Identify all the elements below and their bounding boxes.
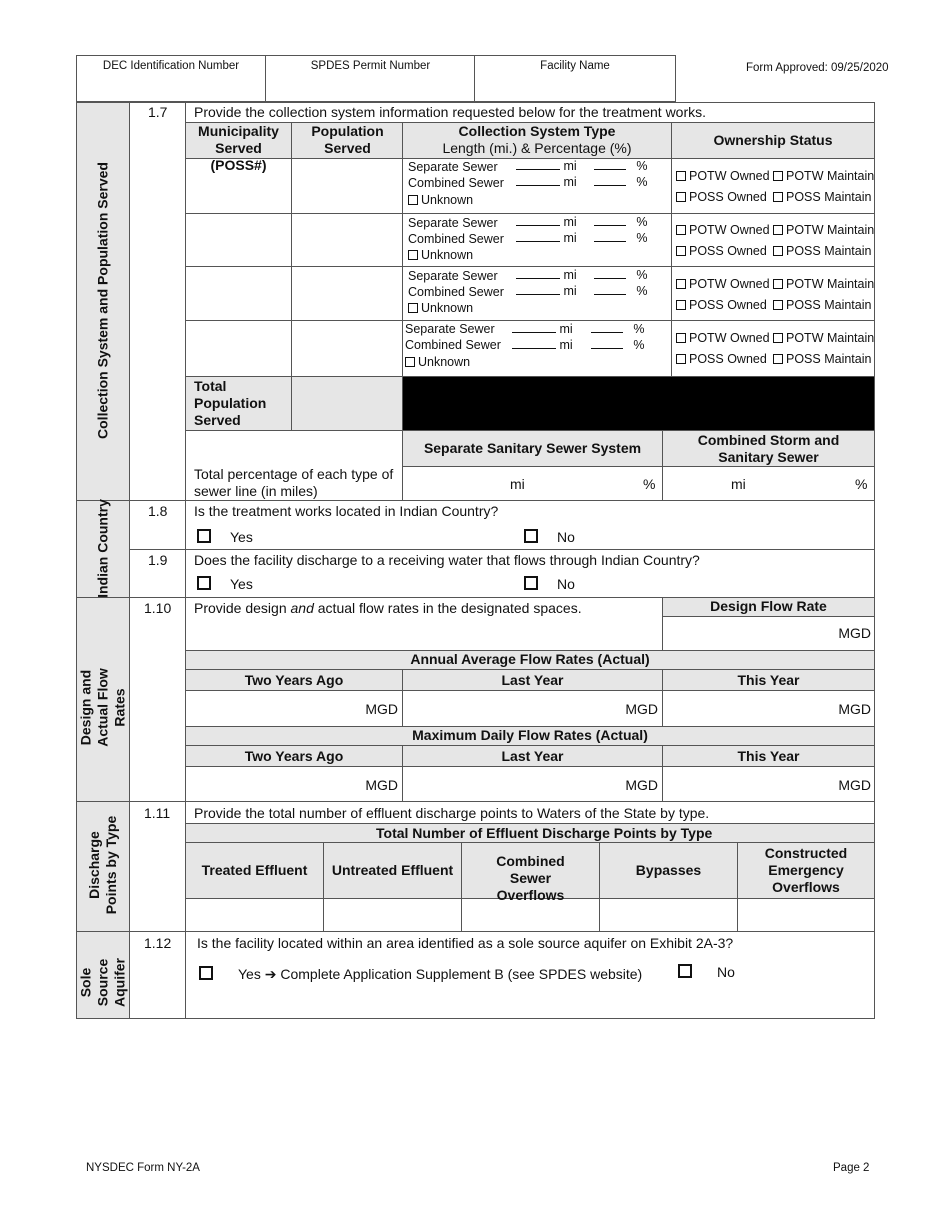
q112-number: 1.12 — [144, 935, 172, 951]
unknown-option[interactable]: Unknown — [405, 355, 470, 370]
checkbox-icon[interactable] — [676, 354, 686, 364]
combined-pct-field[interactable]: % — [591, 338, 645, 353]
annual-this-year-field[interactable]: MGD — [838, 701, 871, 717]
separate-pct-field[interactable]: % — [594, 268, 648, 283]
annual-two-years-field[interactable]: MGD — [365, 701, 398, 717]
combined-sewer-label: Combined Sewer — [408, 285, 504, 299]
q18-text: Is the treatment works located in Indian Country? — [194, 503, 499, 519]
bypasses-field[interactable] — [600, 899, 736, 930]
muni-field-3[interactable] — [186, 267, 290, 319]
max-this-year-header: This Year — [737, 748, 800, 764]
section-collection-label: Collection System and Population Served — [94, 162, 111, 439]
checkbox-icon[interactable] — [773, 225, 783, 235]
potw-owned-option[interactable]: POTW Owned — [676, 277, 770, 292]
max-this-year-field[interactable]: MGD — [838, 777, 871, 793]
checkbox-icon[interactable] — [676, 333, 686, 343]
bypasses-header: Bypasses — [635, 862, 702, 878]
cso-header: Combined Sewer Overflows — [496, 853, 565, 903]
q19-text: Does the facility discharge to a receiving water that flows through Indian Country? — [194, 552, 700, 568]
col-type-subtitle: Length (mi.) & Percentage (%) — [442, 140, 632, 156]
max-last-year-field[interactable]: MGD — [625, 777, 658, 793]
checkbox-icon[interactable] — [773, 246, 783, 256]
combined-sewer-label: Combined Sewer — [408, 176, 504, 190]
separate-mi-field[interactable]: mi — [516, 268, 577, 283]
unknown-option[interactable]: Unknown — [408, 301, 473, 316]
combined-pct-field[interactable]: % — [594, 175, 648, 190]
combined-mi-field[interactable]: mi — [516, 284, 577, 299]
max-two-years-field[interactable]: MGD — [365, 777, 398, 793]
poss-owned-option[interactable]: POSS Owned — [676, 244, 767, 259]
discharge-total-header: Total Number of Effluent Discharge Points by Type — [376, 825, 713, 841]
q19-no-checkbox[interactable] — [524, 576, 538, 590]
total-population-field[interactable] — [292, 377, 401, 429]
checkbox-icon[interactable] — [408, 250, 418, 260]
facility-name-field[interactable] — [475, 72, 675, 100]
checkbox-icon[interactable] — [773, 333, 783, 343]
poss-owned-option[interactable]: POSS Owned — [676, 190, 767, 205]
checkbox-icon[interactable] — [773, 171, 783, 181]
separate-pct-field[interactable]: % — [594, 215, 648, 230]
cso-field[interactable] — [462, 899, 598, 930]
checkbox-icon[interactable] — [773, 354, 783, 364]
unknown-option[interactable]: Unknown — [408, 193, 473, 208]
unknown-option[interactable]: Unknown — [408, 248, 473, 263]
separate-sewer-label: Separate Sewer — [405, 322, 495, 336]
col-type-title: Collection System Type — [458, 123, 616, 139]
annual-this-year-header: This Year — [737, 672, 800, 688]
col-municipality: Municipality Served (POSS#) — [198, 123, 279, 173]
separate-pct-field[interactable]: % — [594, 159, 648, 174]
max-daily-header: Maximum Daily Flow Rates (Actual) — [412, 727, 648, 743]
section-indian-label: Indian Country — [94, 499, 111, 598]
separate-mi-field[interactable]: mi — [512, 322, 573, 337]
muni-field-2[interactable] — [186, 214, 290, 265]
pop-field-4[interactable] — [292, 321, 401, 375]
combined-pct-field[interactable]: % — [594, 231, 648, 246]
combined-sewer-label: Combined Sewer — [405, 338, 501, 352]
poss-owned-option[interactable]: POSS Owned — [676, 352, 767, 367]
checkbox-icon[interactable] — [676, 246, 686, 256]
checkbox-icon[interactable] — [773, 300, 783, 310]
potw-maintain-option[interactable]: POTW Maintain — [773, 169, 874, 184]
untreated-effluent-field[interactable] — [324, 899, 460, 930]
design-flow-field[interactable]: MGD — [838, 625, 871, 641]
poss-maintain-option[interactable]: POSS Maintain — [773, 298, 871, 313]
checkbox-icon[interactable] — [676, 300, 686, 310]
muni-field-1[interactable] — [186, 159, 290, 212]
spdes-permit-field[interactable] — [266, 72, 473, 100]
potw-maintain-option[interactable]: POTW Maintain — [773, 277, 874, 292]
muni-field-4[interactable] — [186, 321, 290, 375]
poss-maintain-option[interactable]: POSS Maintain — [773, 190, 871, 205]
col-population: Population Served — [311, 123, 384, 156]
footer-form-id: NYSDEC Form NY-2A — [86, 1162, 200, 1174]
design-flow-header: Design Flow Rate — [710, 598, 827, 614]
checkbox-icon[interactable] — [773, 192, 783, 202]
dec-id-field[interactable] — [77, 72, 264, 100]
combined-total-mi[interactable]: mi — [731, 476, 746, 492]
checkbox-icon[interactable] — [408, 303, 418, 313]
checkbox-icon[interactable] — [676, 192, 686, 202]
combined-pct-field[interactable]: % — [594, 284, 648, 299]
potw-owned-option[interactable]: POTW Owned — [676, 223, 770, 238]
annual-last-year-field[interactable]: MGD — [625, 701, 658, 717]
arrow-right-icon: ➔ — [264, 966, 277, 982]
separate-mi-field[interactable]: mi — [516, 215, 577, 230]
total-population-label: Total Population Served — [194, 378, 267, 428]
annual-last-year-header: Last Year — [501, 672, 564, 688]
potw-owned-option[interactable]: POTW Owned — [676, 169, 770, 184]
treated-effluent-header: Treated Effluent — [201, 862, 308, 878]
dec-id-label: DEC Identification Number — [102, 60, 240, 72]
q112-yes-checkbox[interactable] — [199, 966, 213, 980]
combined-mi-field[interactable]: mi — [512, 338, 573, 353]
q19-yes-label: Yes — [230, 576, 253, 592]
facility-name-label: Facility Name — [540, 60, 610, 72]
combined-mi-field[interactable]: mi — [516, 231, 577, 246]
potw-maintain-option[interactable]: POTW Maintain — [773, 223, 874, 238]
separate-total-mi[interactable]: mi — [510, 476, 525, 492]
q18-yes-checkbox[interactable] — [197, 529, 211, 543]
q18-yes-label: Yes — [230, 529, 253, 545]
combined-total-pct[interactable]: % — [855, 476, 868, 492]
max-two-years-header: Two Years Ago — [244, 748, 344, 764]
checkbox-icon[interactable] — [676, 171, 686, 181]
q111-number: 1.11 — [144, 805, 171, 821]
untreated-effluent-header: Untreated Effluent — [331, 862, 454, 878]
q112-text: Is the facility located within an area identified as a sole source aquifer on Exhibit 2A-3? — [197, 935, 734, 951]
q19-number: 1.9 — [148, 552, 168, 568]
poss-maintain-option[interactable]: POSS Maintain — [773, 244, 871, 259]
q112-no-checkbox[interactable] — [678, 964, 692, 978]
total-percentage-label: Total percentage of each type of sewer line (in miles) — [194, 466, 394, 499]
separate-mi-field[interactable]: mi — [516, 159, 577, 174]
checkbox-icon[interactable] — [773, 279, 783, 289]
max-last-year-header: Last Year — [501, 748, 564, 764]
spdes-permit-label: SPDES Permit Number — [310, 60, 431, 72]
poss-owned-option[interactable]: POSS Owned — [676, 298, 767, 313]
separate-sewer-label: Separate Sewer — [408, 269, 498, 283]
q110-text: Provide design and actual flow rates in the designated spaces. — [194, 600, 582, 616]
separate-sewer-label: Separate Sewer — [408, 160, 498, 174]
separate-sewer-label: Separate Sewer — [408, 216, 498, 230]
poss-maintain-option[interactable]: POSS Maintain — [773, 352, 871, 367]
combined-storm-header: Combined Storm and Sanitary Sewer — [697, 432, 840, 465]
pop-field-1[interactable] — [292, 159, 401, 212]
separate-pct-field[interactable]: % — [591, 322, 645, 337]
q18-no-checkbox[interactable] — [524, 529, 538, 543]
q18-number: 1.8 — [148, 503, 168, 519]
q111-text: Provide the total number of effluent discharge points to Waters of the State by type. — [194, 805, 710, 821]
checkbox-icon[interactable] — [405, 357, 415, 367]
ceo-header: Constructed Emergency Overflows — [764, 845, 848, 895]
section-flow-label: Design and Actual Flow Rates — [77, 668, 128, 747]
q19-yes-checkbox[interactable] — [197, 576, 211, 590]
potw-maintain-option[interactable]: POTW Maintain — [773, 331, 874, 346]
separate-sanitary-header: Separate Sanitary Sewer System — [423, 440, 642, 456]
q19-no-label: No — [557, 576, 575, 592]
q18-no-label: No — [557, 529, 575, 545]
col-ownership: Ownership Status — [713, 132, 833, 148]
checkbox-icon[interactable] — [676, 279, 686, 289]
form-approved: Form Approved: 09/25/2020 — [746, 62, 889, 74]
potw-owned-option[interactable]: POTW Owned — [676, 331, 770, 346]
pop-field-3[interactable] — [292, 267, 401, 319]
q17-text: Provide the collection system information requested below for the treatment works. — [194, 104, 707, 120]
footer-page-number: Page 2 — [833, 1162, 870, 1174]
separate-total-pct[interactable]: % — [643, 476, 656, 492]
section-aquifer-label: Sole Source Aquifer — [77, 958, 128, 1007]
q112-no-label: No — [717, 964, 735, 980]
section-discharge-label: Discharge Points by Type — [86, 815, 119, 915]
pop-field-2[interactable] — [292, 214, 401, 265]
q17-number: 1.7 — [148, 104, 168, 120]
annual-average-header: Annual Average Flow Rates (Actual) — [410, 651, 650, 667]
annual-two-years-header: Two Years Ago — [244, 672, 344, 688]
q110-number: 1.10 — [144, 600, 172, 616]
treated-effluent-field[interactable] — [186, 899, 322, 930]
combined-mi-field[interactable]: mi — [516, 175, 577, 190]
checkbox-icon[interactable] — [676, 225, 686, 235]
combined-sewer-label: Combined Sewer — [408, 232, 504, 246]
checkbox-icon[interactable] — [408, 195, 418, 205]
ceo-field[interactable] — [738, 899, 874, 930]
q112-yes-label: Yes ➔ Complete Application Supplement B (see SPDES website) — [238, 966, 643, 982]
